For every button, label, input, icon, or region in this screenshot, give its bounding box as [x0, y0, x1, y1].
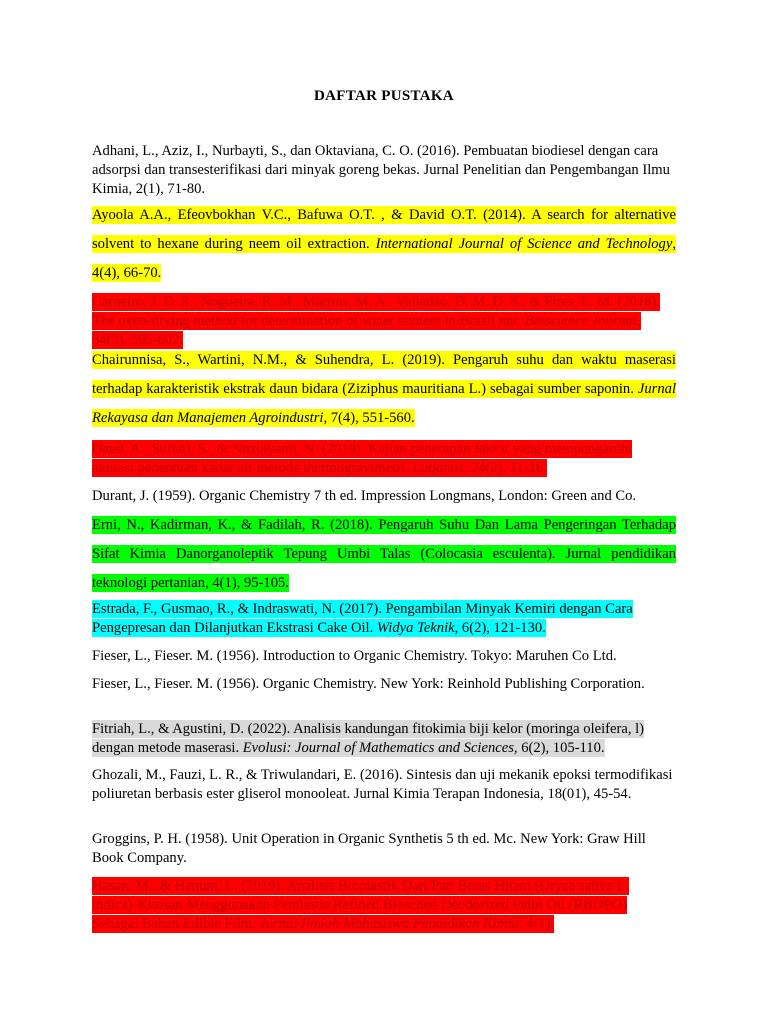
reference-text: Erni, N., Kadirman, K., & Fadilah, R. (2018). Pengaruh Suhu Dan Lama Pengeringan Terhadap Sifat Kimia Danorganoleptik Tepung Umbi Talas (Colocasia esculenta). Jurnal pendidikan teknologi pertanian, 4(1), 95-105.	[92, 517, 676, 591]
journal-name: International Journal of Science and Technology	[375, 236, 673, 252]
reference-text: Groggins, P. H. (1958). Unit Operation in Organic Synthetis 5 th ed. Mc. New York: Graw Hill Book Company.	[92, 831, 646, 866]
reference-text: Adhani, L., Aziz, I., Nurbayti, S., dan Oktaviana, C. O. (2016). Pembuatan biodiesel dengan cara adsorpsi dan transesterifikasi dari minyak goreng bekas. Jurnal Penelitian dan Pengembangan Ilmu Kimia, 2(1), 71-80.	[92, 143, 670, 197]
reference-item	[92, 293, 676, 350]
page-title: DAFTAR PUSTAKA	[314, 88, 454, 104]
reference-item	[92, 830, 676, 868]
reference-text: Fieser, L., Fieser. M. (1956). Introduction to Organic Chemistry. Tokyo: Maruhen Co Ltd.	[92, 648, 617, 664]
reference-text: Fitriah, L., & Agustini, D. (2022). Analisis kandungan fitokimia biji kelor (moringa oleifera, l) dengan metode maserasi.	[92, 721, 645, 756]
reference-text: Durant, J. (1959). Organic Chemistry 7 th ed. Impression Longmans, London: Green and Co.	[92, 488, 637, 504]
reference-text: Fieser, L., Fieser. M. (1956). Organic Chemistry. New York: Reinhold Publishing Corporation.	[92, 676, 645, 692]
journal-name: Jurnal Ilmiah Mahasiswa Pendidikan Kimia	[259, 916, 519, 932]
reference-item	[92, 766, 676, 804]
reference-volume: , 34(3), 595-602.	[92, 313, 641, 348]
reference-item	[92, 487, 676, 506]
reference-item	[92, 201, 676, 288]
reference-item	[92, 142, 676, 199]
reference-volume: , 6(2), 105-110.	[513, 740, 605, 756]
reference-item	[92, 346, 676, 433]
reference-text: Chairunnisa, S., Wartini, N.M., & Suhendra, L. (2019). Pengaruh suhu dan waktu maserasi terhadap karakteristik ekstrak daun bidara (Ziziphus mauritiana L.) sebagai sumber saponin.	[92, 352, 676, 397]
reference-volume: , 4(1).	[518, 916, 555, 932]
reference-item	[92, 675, 676, 694]
reference-text: Estrada, F., Gusmao, R., & Indraswati, N. (2017). Pengambilan Minyak Kemiri dengan Cara Pengepresan dan Dilanjutkan Ekstrasi Cake Oil.	[92, 601, 633, 636]
reference-volume: , 24(2), 11-16.	[463, 460, 547, 476]
reference-item	[92, 600, 676, 638]
reference-text: Hasan, M., & Hanum, L. (2019). Analisis Bioplastik Dari Pati Beras Hitam (Oryza sativa L. indica)-Kitosan Menggunakan Pemlastis Refined Bleached Deodorized Palm Oil (RBDPO) Sebagai Bahan Edible Film.	[92, 878, 630, 932]
reference-item	[92, 647, 676, 666]
reference-item	[92, 440, 676, 478]
journal-name: Evolusi: Journal of Mathematics and Sciences	[242, 740, 514, 756]
reference-text: Carneiro, J. D. S., Nogueira, R. M., Martins, M. A., Valladão, D. M. D. S., & Pires, E. M. (2018). The oven-drying method for determination of water content in Brazil nut.	[92, 294, 661, 329]
reference-item	[92, 877, 676, 934]
reference-text: Ayoola A.A., Efeovbokhan V.C., Bafuwa O.T. , & David O.T. (2014). A search for alternative solvent to hexane during neem oil extraction.	[92, 207, 676, 252]
reference-item	[92, 720, 676, 758]
reference-text: Daud, A., Suriati, S., & Nuzulyanti, N. (2019). Kajian penerapan faktor yang mempengaruhi akurasi penentuan kadar air metode thermogravimetri.	[92, 441, 633, 476]
reference-volume: , 7(4), 551-560.	[323, 410, 415, 426]
journal-name: Bioscience Journal	[524, 313, 638, 329]
reference-volume: , 4(4), 66-70.	[92, 236, 676, 281]
journal-name: Jurnal Rekayasa dan Manajemen Agroindustri	[92, 381, 676, 426]
reference-volume: , 6(2), 121-130.	[454, 620, 546, 636]
reference-item	[92, 511, 676, 598]
journal-name: Widya Teknik	[376, 620, 455, 636]
reference-text: Ghozali, M., Fauzi, L. R., & Triwulandari, E. (2016). Sintesis dan uji mekanik epoksi termodifikasi poliuretan berbasis ester gliserol monooleat. Jurnal Kimia Terapan Indonesia, 18(01), 45-54.	[92, 767, 673, 802]
journal-name: Lutjanus	[412, 460, 464, 476]
